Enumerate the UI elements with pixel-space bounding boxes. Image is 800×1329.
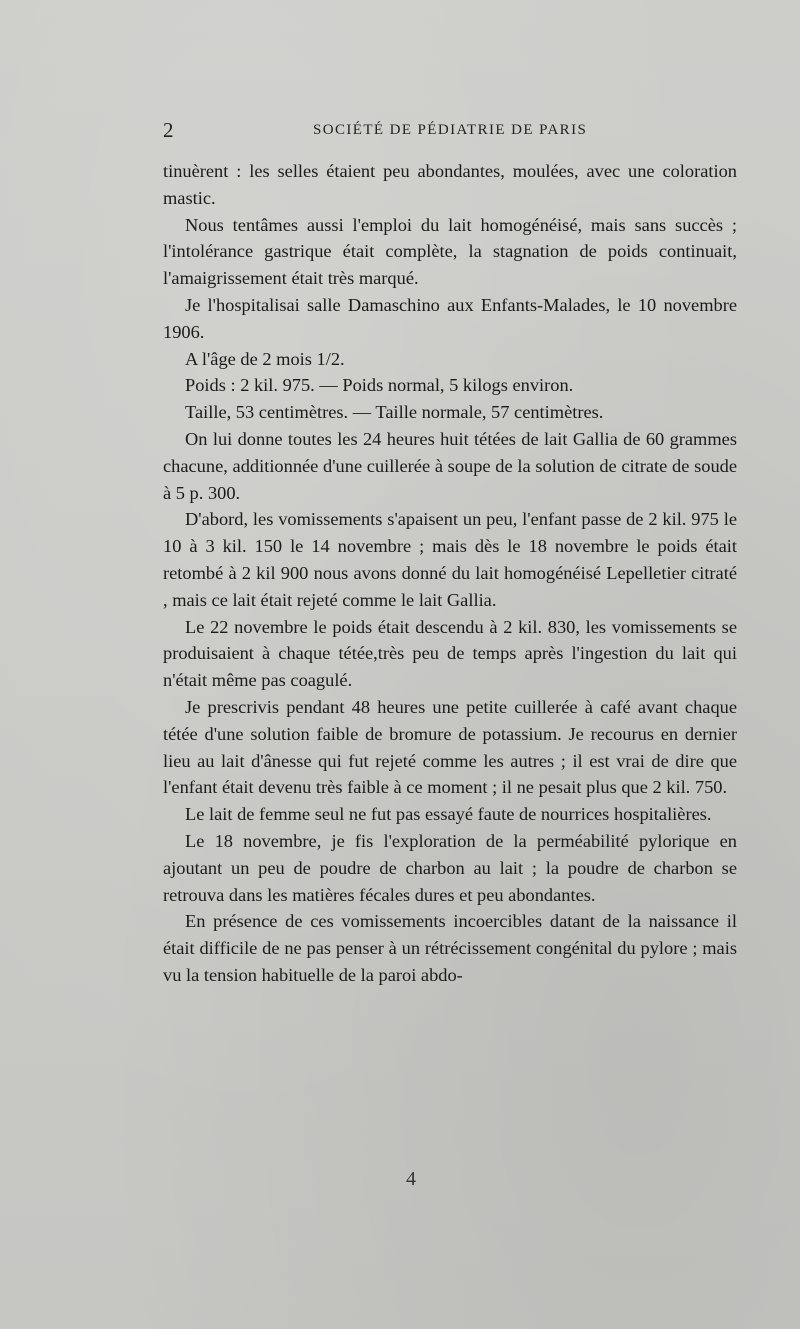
paragraph: Je l'hospitalisai salle Damaschino aux Enfants-Malades, le 10 novembre 1906. [163, 294, 737, 342]
signature-mark: 4 [406, 1168, 416, 1190]
paragraph: En présence de ces vomissements incoercibles datant de la naissance il était difficile de ne pas penser à un rétrécissement congénital du pylore ; mais vu la tension habituelle de la paroi abdo- [163, 911, 737, 985]
running-title: SOCIÉTÉ DE PÉDIATRIE DE PARIS [313, 122, 588, 138]
page-header [163, 118, 737, 144]
paragraph: Taille, 53 centimètres. — Taille normale, 57 centimètres. [185, 402, 604, 423]
paragraph: Nous tentâmes aussi l'emploi du lait homogénéisé, mais sans succès ; l'intolérance gastrique était complète, la stagnation de poids continuait, l'amaigrissement était très marqué. [163, 214, 737, 289]
paragraph: D'abord, les vomissements s'apaisent un peu, l'enfant passe de 2 kil. 975 le 10 à 3 kil. 150 le 14 novembre ; mais dès le 18 novembre le poids était retombé à 2 kil 900 nous avons donné du lait homogénéisé Lepelletier citraté , mais ce lait était rejeté comme le lait Gallia. [163, 509, 737, 610]
page-number: 2 [163, 118, 174, 142]
paragraph: Le 18 novembre, je fis l'exploration de la perméabilité pylorique en ajoutant un peu de poudre de charbon au lait ; la poudre de charbon se retrouva dans les matières fécales dures et peu abondantes. [163, 830, 737, 905]
paragraph: A l'âge de 2 mois 1/2. [185, 348, 345, 369]
paragraph: tinuèrent : les selles étaient peu abondantes, moulées, avec une coloration mastic. [163, 161, 737, 208]
paragraph: Le lait de femme seul ne fut pas essayé faute de nourrices hospitalières. [185, 804, 712, 825]
paragraph: On lui donne toutes les 24 heures huit tétées de lait Gallia de 60 grammes chacune, additionnée d'une cuillerée à soupe de la solution de citrate de soude à 5 p. 300. [163, 428, 737, 503]
body-text [163, 158, 737, 989]
paragraph: Poids : 2 kil. 975. — Poids normal, 5 kilogs environ. [185, 375, 574, 396]
paragraph: Le 22 novembre le poids était descendu à 2 kil. 830, les vomissements se produisaient à chaque tétée,très peu de temps après l'ingestion du lait qui n'était même pas coagulé. [163, 616, 737, 691]
paragraph: Je prescrivis pendant 48 heures une petite cuillerée à café avant chaque tétée d'une solution faible de bromure de potassium. Je recourus en dernier lieu au lait d'ânesse qui fut rejeté comme les autres ; il est vrai de dire que l'enfant était devenu très faible à ce moment ; il ne pesait plus que 2 kil. 750. [163, 696, 737, 798]
